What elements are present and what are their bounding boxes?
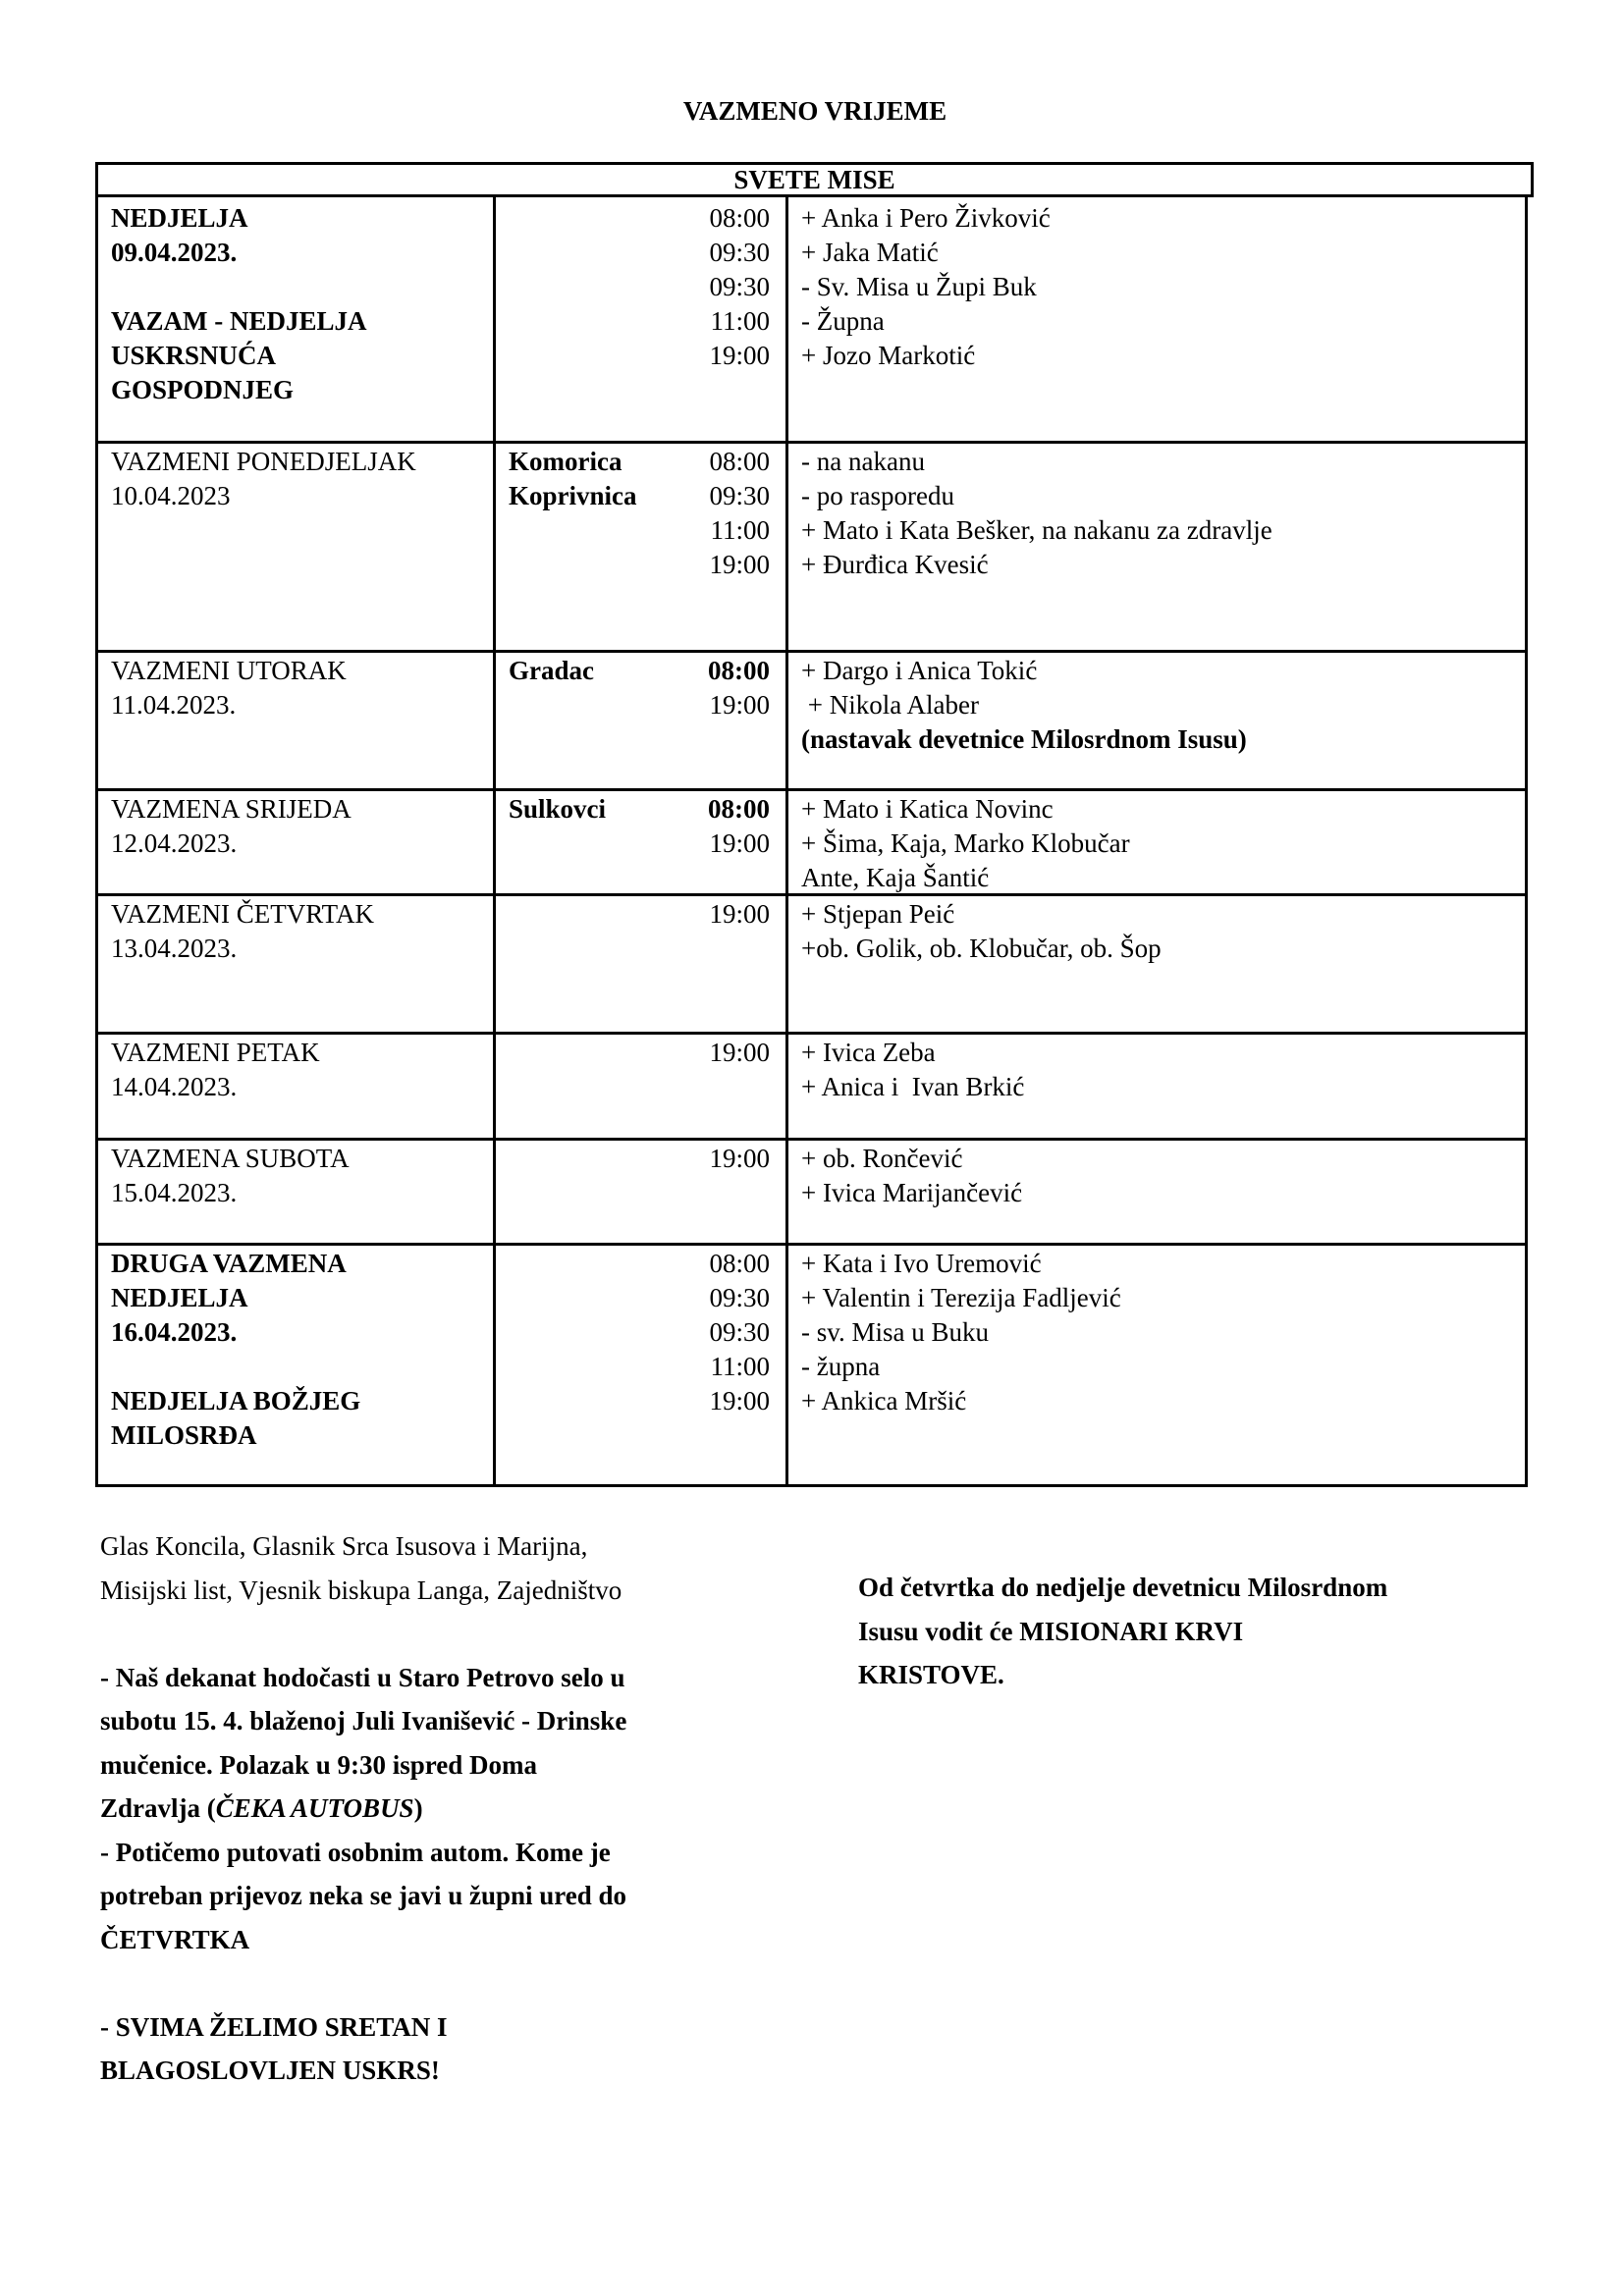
mass-intention: - sv. Misa u Buku bbox=[801, 1317, 990, 1347]
location-name: Koprivnica bbox=[509, 481, 637, 510]
day-name: NEDJELJA bbox=[111, 203, 248, 233]
time-cell bbox=[496, 788, 788, 893]
mass-time: 08:00 bbox=[708, 656, 770, 685]
mass-intention: + Ankica Mršić bbox=[801, 1386, 967, 1415]
mass-intention: + Stjepan Peić bbox=[801, 899, 955, 929]
mass-time: 08:00 bbox=[709, 1249, 770, 1278]
travel-line: potreban prijevoz neka se javi u župni ured do bbox=[100, 1881, 627, 1910]
mass-time: 09:30 bbox=[709, 238, 770, 267]
time-cell bbox=[496, 197, 788, 441]
day-cell bbox=[98, 893, 496, 1032]
day-label: 16.04.2023. bbox=[111, 1317, 238, 1347]
day-label bbox=[111, 270, 493, 304]
novena-line: KRISTOVE. bbox=[858, 1660, 1004, 1689]
times bbox=[708, 792, 770, 861]
mass-intention: - župna bbox=[801, 1352, 881, 1381]
table-row bbox=[95, 1032, 1528, 1141]
mass-intention: + Ivica Marijančević bbox=[801, 1178, 1023, 1207]
day-cell bbox=[98, 197, 496, 441]
mass-time: 19:00 bbox=[709, 1038, 770, 1067]
mass-time: 19:00 bbox=[709, 550, 770, 579]
day-label: 12.04.2023. bbox=[111, 828, 238, 858]
day-cell bbox=[98, 441, 496, 650]
mass-time: 08:00 bbox=[709, 447, 770, 476]
day-label bbox=[111, 1350, 493, 1384]
day-label: 14.04.2023. bbox=[111, 1072, 238, 1101]
day-cell bbox=[98, 650, 496, 788]
day-label: NEDJELJA BOŽJEG bbox=[111, 1386, 361, 1415]
pilgrimage-text: Zdravlja ( bbox=[100, 1793, 216, 1823]
day-label: 11.04.2023. bbox=[111, 690, 237, 720]
mass-time: 09:30 bbox=[709, 481, 770, 510]
table-row bbox=[95, 441, 1528, 653]
times bbox=[709, 1142, 770, 1176]
mass-time: 08:00 bbox=[708, 794, 770, 824]
day-label: USKRSNUĆA bbox=[111, 341, 277, 370]
time-cell bbox=[496, 1032, 788, 1138]
day-name: VAZMENI PETAK bbox=[111, 1038, 320, 1067]
location-name: Komorica bbox=[509, 447, 622, 476]
table-row bbox=[95, 788, 1528, 896]
time-cell bbox=[496, 650, 788, 788]
day-name: VAZMENA SRIJEDA bbox=[111, 794, 352, 824]
day-label: GOSPODNJEG bbox=[111, 375, 295, 404]
novena-line: Od četvrtka do nedjelje devetnicu Milosrdnom bbox=[858, 1573, 1388, 1602]
table-row bbox=[95, 1138, 1528, 1246]
day-label: 09.04.2023. bbox=[111, 238, 238, 267]
travel-line: ČETVRTKA bbox=[100, 1924, 250, 1954]
mass-intention: + Mato i Kata Bešker, na nakanu za zdravlje bbox=[801, 515, 1272, 545]
mass-intention: - po rasporedu bbox=[801, 481, 954, 510]
mass-time: 11:00 bbox=[710, 515, 770, 545]
pilgrimage-text: ) bbox=[413, 1793, 423, 1823]
greeting-line: - SVIMA ŽELIMO SRETAN I bbox=[100, 2011, 448, 2042]
intention-cell bbox=[788, 197, 1525, 441]
mass-intention: + Valentin i Terezija Fadljević bbox=[801, 1283, 1121, 1312]
table-row bbox=[95, 650, 1528, 791]
day-label: 13.04.2023. bbox=[111, 934, 238, 963]
time-cell bbox=[496, 1138, 788, 1243]
mass-time: 09:30 bbox=[709, 1317, 770, 1347]
day-label: MILOSRĐA bbox=[111, 1420, 257, 1450]
locations bbox=[509, 792, 606, 827]
notes-left bbox=[100, 1524, 626, 2093]
mass-intention: + Šima, Kaja, Marko Klobučar bbox=[801, 828, 1130, 858]
mass-intention: +ob. Golik, ob. Klobučar, ob. Šop bbox=[801, 934, 1162, 963]
mass-time: 11:00 bbox=[710, 306, 770, 336]
day-name: VAZMENI UTORAK bbox=[111, 656, 347, 685]
time-cell bbox=[496, 1243, 788, 1484]
mass-intention: + Ivica Zeba bbox=[801, 1038, 936, 1067]
publications-line: Glas Koncila, Glasnik Srca Isusova i Marijna, bbox=[100, 1531, 588, 1561]
locations bbox=[509, 654, 594, 688]
mass-time: 19:00 bbox=[709, 1386, 770, 1415]
mass-intention: + Jozo Markotić bbox=[801, 341, 976, 370]
mass-time: 11:00 bbox=[710, 1352, 770, 1381]
mass-intention: + Nikola Alaber bbox=[801, 690, 979, 720]
mass-time: 09:30 bbox=[709, 1283, 770, 1312]
intention-cell bbox=[788, 441, 1525, 650]
day-name: VAZMENA SUBOTA bbox=[111, 1144, 350, 1173]
mass-intention: - na nakanu bbox=[801, 447, 925, 476]
table-row bbox=[95, 197, 1528, 444]
notes-right bbox=[858, 1566, 1387, 1697]
greeting-line: BLAGOSLOVLJEN USKRS! bbox=[100, 2056, 440, 2085]
publications-line: Misijski list, Vjesnik biskupa Langa, Zajedništvo bbox=[100, 1575, 622, 1605]
times bbox=[709, 445, 770, 582]
table-row bbox=[95, 1243, 1528, 1487]
mass-intention: + Anka i Pero Živković bbox=[801, 203, 1051, 233]
times bbox=[709, 201, 770, 373]
intention-cell bbox=[788, 788, 1525, 893]
mass-time: 19:00 bbox=[709, 690, 770, 720]
travel-line: - Potičemo putovati osobnim autom. Kome je bbox=[100, 1837, 611, 1867]
intention-cell bbox=[788, 1032, 1525, 1138]
day-label: NEDJELJA bbox=[111, 1283, 248, 1312]
mass-intention: + Anica i Ivan Brkić bbox=[801, 1072, 1025, 1101]
page-title: VAZMENO VRIJEME bbox=[682, 96, 947, 126]
mass-intention: Ante, Kaja Šantić bbox=[801, 863, 990, 892]
day-cell bbox=[98, 1243, 496, 1484]
mass-intention: - Sv. Misa u Župi Buk bbox=[801, 272, 1037, 301]
day-cell bbox=[98, 1032, 496, 1138]
day-cell bbox=[98, 1138, 496, 1243]
location-name: Sulkovci bbox=[509, 794, 607, 824]
day-name: VAZMENI ČETVRTAK bbox=[111, 899, 374, 929]
mass-time: 19:00 bbox=[709, 341, 770, 370]
times bbox=[708, 654, 770, 722]
mass-intention: - Župna bbox=[801, 306, 885, 336]
locations bbox=[509, 445, 637, 513]
times bbox=[709, 897, 770, 932]
pilgrimage-line: subotu 15. 4. blaženoj Juli Ivanišević - Drinske bbox=[100, 1706, 627, 1735]
novena-note: (nastavak devetnice Milosrdnom Isusu) bbox=[801, 724, 1247, 754]
times bbox=[709, 1036, 770, 1070]
pilgrimage-line: - Naš dekanat hodočasti u Staro Petrovo selo u bbox=[100, 1662, 625, 1692]
mass-intention: + Jaka Matić bbox=[801, 238, 939, 267]
day-label: 10.04.2023 bbox=[111, 481, 231, 510]
novena-line: Isusu vodit će MISIONARI KRVI bbox=[858, 1616, 1244, 1646]
location-name: Gradac bbox=[509, 656, 594, 685]
day-name: VAZMENI PONEDJELJAK bbox=[111, 447, 416, 476]
times bbox=[709, 1247, 770, 1418]
mass-intention: + ob. Rončević bbox=[801, 1144, 963, 1173]
day-label: VAZAM - NEDJELJA bbox=[111, 306, 367, 336]
intention-cell bbox=[788, 1138, 1525, 1243]
intention-cell bbox=[788, 1243, 1525, 1484]
day-cell bbox=[98, 788, 496, 893]
intention-cell bbox=[788, 650, 1525, 788]
pilgrimage-line bbox=[100, 1787, 626, 1831]
mass-time: 09:30 bbox=[709, 272, 770, 301]
mass-schedule-table bbox=[95, 162, 1528, 1484]
pilgrimage-line: mučenice. Polazak u 9:30 ispred Doma bbox=[100, 1749, 537, 1780]
day-name: DRUGA VAZMENA bbox=[111, 1249, 347, 1278]
bus-note: ČEKA AUTOBUS bbox=[215, 1793, 414, 1823]
mass-time: 19:00 bbox=[709, 828, 770, 858]
time-cell bbox=[496, 441, 788, 650]
mass-time: 19:00 bbox=[709, 899, 770, 929]
table-header: SVETE MISE bbox=[95, 162, 1534, 197]
intention-cell bbox=[788, 893, 1525, 1032]
table-row bbox=[95, 893, 1528, 1035]
mass-intention: + Kata i Ivo Uremović bbox=[801, 1249, 1042, 1278]
mass-intention: + Mato i Katica Novinc bbox=[801, 794, 1054, 824]
day-label: 15.04.2023. bbox=[111, 1178, 238, 1207]
mass-time: 19:00 bbox=[709, 1144, 770, 1173]
time-cell bbox=[496, 893, 788, 1032]
mass-time: 08:00 bbox=[709, 203, 770, 233]
mass-intention: + Đurđica Kvesić bbox=[801, 550, 989, 579]
mass-intention: + Dargo i Anica Tokić bbox=[801, 656, 1038, 685]
